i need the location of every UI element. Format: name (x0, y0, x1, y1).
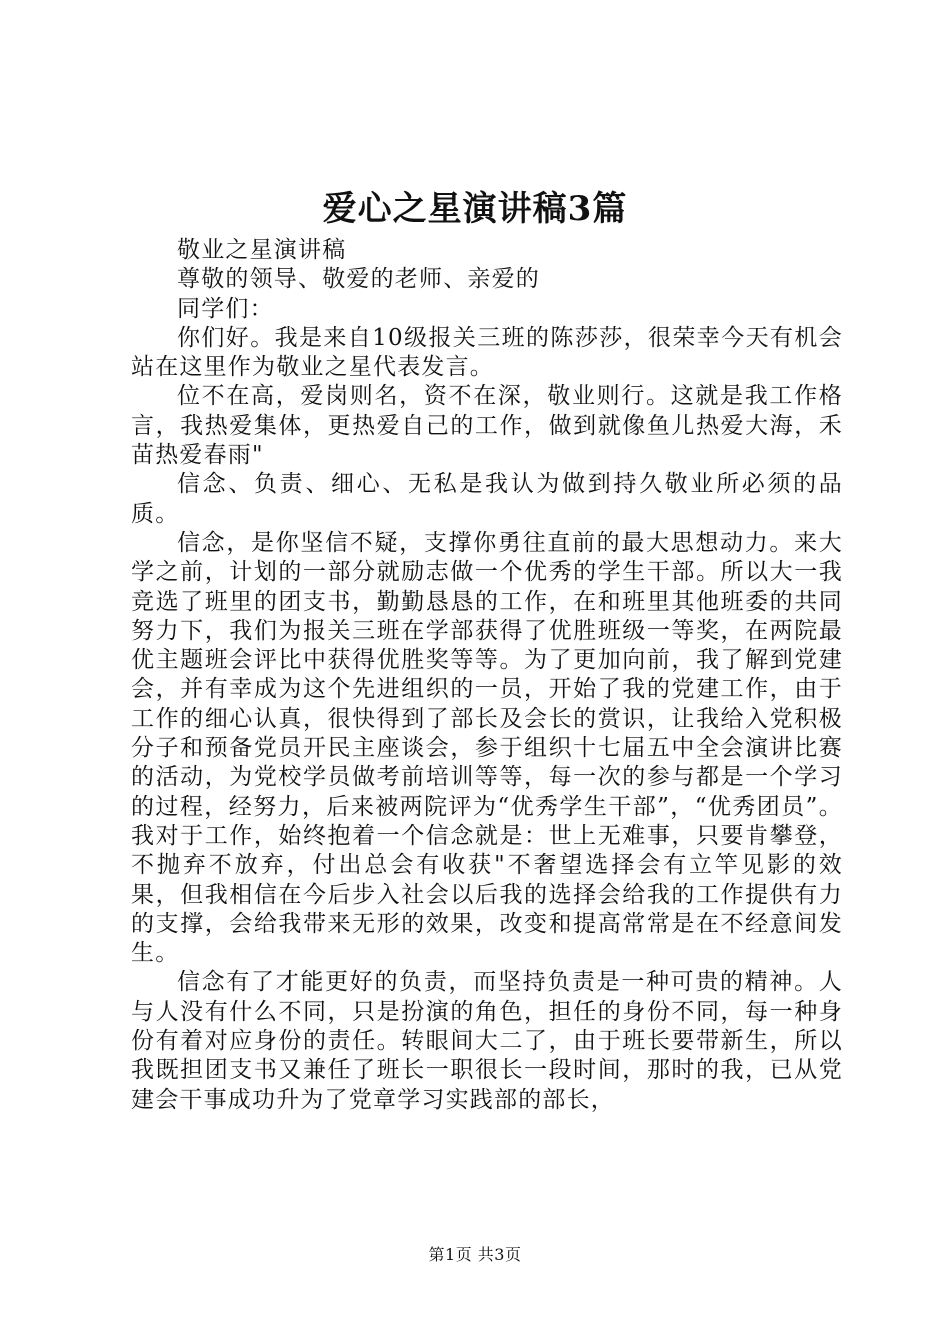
paragraph: 敬业之星演讲稿 (177, 237, 347, 263)
paragraph: 你们好。我是来自10级报关三班的陈莎莎，很荣幸今天有机会站在这里作为敬业之星代表发言。 (131, 324, 843, 381)
paragraph: 信念，是你坚信不疑，支撑你勇往直前的最大思想动力。来大学之前，计划的一部分就励志做一个优秀的学生干部。所以大一我竞选了班里的团支书，勤勤恳恳的工作，在和班里其他班委的共同努力下，我们为报关三班在学部获得了优胜班级一等奖，在两院最优主题班会评比中获得优胜奖等等。为了更加向前，我了解到党建会，并有幸成为这个先进组织的一员，开始了我的党建工作，由于工作的细心认真，很快得到了部长及会长的赏识，让我给入党积极分子和预备党员开民主座谈会，参于组织十七届五中全会演讲比赛的活动，为党校学员做考前培训等等，每一次的参与都是一个学习的过程，经努力，后来被两院评为“优秀学生干部”，“优秀团员”。我对于工作，始终抱着一个信念就是：世上无难事，只要肯攀登，不抛弃不放弃，付出总会有收获"不奢望选择会有立竿见影的效果，但我相信在今后步入社会以后我的选择会给我的工作提供有力的支撑，会给我带来无形的效果，改变和提高常常是在不经意间发生。 (131, 529, 843, 967)
paragraph: 同学们： (177, 295, 274, 322)
paragraph: 信念有了才能更好的负责，而坚持负责是一种可贵的精神。人与人没有什么不同，只是扮演的角色，担任的身份不同，每一种身份有着对应身份的责任。转眼间大二了，由于班长要带新生，所以我既担团支书又兼任了班长一职很长一段时间，那时的我，已从党建会干事成功升为了党章学习实践部的部长， (131, 969, 843, 1113)
paragraph: 尊敬的领导、敬爱的老师、亲爱的 (177, 266, 540, 293)
page-number-footer: 第1页 共3页 (428, 1245, 522, 1264)
paragraph: 位不在高，爱岗则名，资不在深，敬业则行。这就是我工作格言，我热爱集体，更热爱自己的工作，做到就像鱼儿热爱大海，禾苗热爱春雨" (131, 383, 843, 469)
document-body (131, 236, 843, 1115)
page-title: 爱心之星演讲稿3篇 (322, 189, 628, 229)
paragraph: 信念、负责、细心、无私是我认为做到持久敬业所必须的品质。 (131, 471, 843, 527)
